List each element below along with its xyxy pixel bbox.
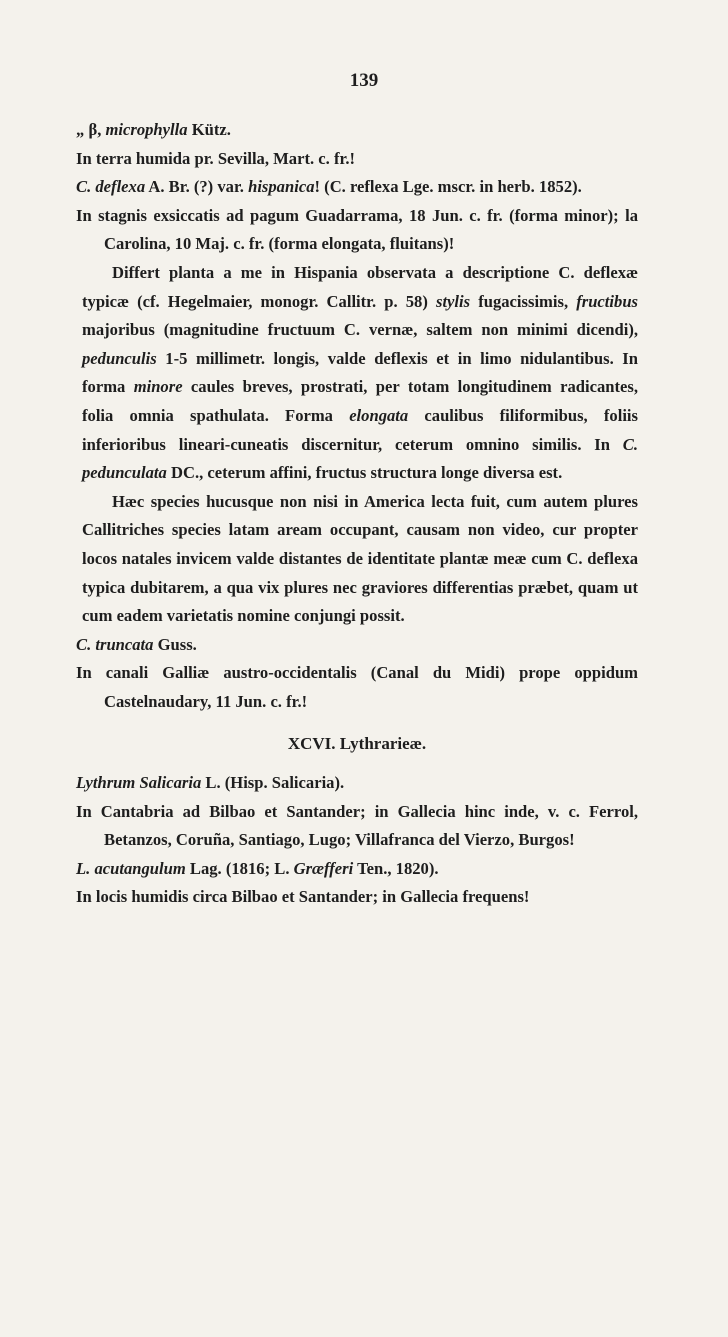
page-number: 139 [349,70,379,91]
locality-text [76,798,638,855]
text-run: ! (C. reflexa Lge. mscr. in herb. 1852). [314,177,582,197]
text-run: Lag. (1816; L. [185,858,294,878]
page-body [76,116,638,912]
text-run: 1-5 millimetr. longis, valde deflexis et in limo nidulantibus. In forma [82,348,638,397]
text-run: XCVI. Lythrarieæ. [287,734,427,754]
italic-text: pedunculis [82,348,157,368]
text-run: fugacissimis, [470,291,577,311]
text-run: In locis humidis circa Bilbao et Santander; in Gallecia frequens! [76,887,530,907]
text-run: In terra humida pr. Sevilla, Mart. c. fr.! [76,148,355,168]
italic-text: truncata [95,634,154,654]
italic-text: C. [76,634,96,654]
locality-text [76,659,638,716]
italic-text: hispanica [248,177,315,197]
italic-text: elongata [349,405,409,425]
italic-text: C. pedunculata [82,434,638,483]
locality-text [76,202,638,259]
italic-text: microphylla [105,120,188,139]
italic-text: C. [76,177,96,197]
locality-text [76,145,638,174]
discussion-paragraph [76,488,638,631]
italic-text: minore [133,377,183,397]
taxon-entry [76,631,638,660]
text-run: L. (Hisp. Salicaria). [201,773,345,793]
taxon-entry [76,173,638,202]
text-run: In canali Galliæ austro-occidentalis (Canal du Midi) prope oppidum Castelnaudary, 11 Jun. c. fr.! [76,663,638,711]
italic-text: Græfferi [293,858,354,878]
text-run: Differt planta a me in Hispania observata a descriptione C. deflexæ typicæ (cf. Hegelmaier, monogr. Callitr. p. 58) [82,262,638,311]
text-run: majoribus (magnitudine fructuum C. vernæ, saltem non minimi dicendi), [82,320,638,340]
text-run: caules breves, prostrati, per totam longitudinem radicantes, folia omnia spathulata. Forma [82,377,638,425]
taxon-entry [76,855,638,884]
text-run: In stagnis exsiccatis ad pagum Guadarrama, 18 Jun. c. fr. (forma minor); la Carolina, 10 Maj. c. fr. (forma elongata, fluitans)! [76,205,638,254]
text-run: caulibus filiformibus, foliis inferioribus lineari-cuneatis discernitur, ceterum omnino similis. In [82,405,639,454]
text-run: In Cantabria ad Bilbao et Santander; in Gallecia hinc inde, v. c. Ferrol, Betanzos, Coruña, Santiago, Lugo; Villafranca del Vierzo, Burgos! [76,801,638,850]
text-run: Kütz. [187,120,231,139]
italic-text: Lythrum Salicaria [76,773,202,793]
italic-text: deflexa [95,177,146,197]
locality-text [76,883,638,912]
taxon-entry [76,769,638,798]
text-run: DC., ceterum affini, fructus structura longe diversa est. [166,463,563,483]
text-run: A. Br. (?) var. [145,177,249,197]
italic-text: fructibus [576,291,638,311]
text-run: „ β, [76,120,106,139]
text-run: Ten., 1820). [353,858,439,878]
text-run: Guss. [153,634,197,654]
italic-text: acutangulum [94,858,186,878]
italic-text: L. [76,858,95,878]
family-heading [76,730,638,759]
italic-text: stylis [435,291,471,311]
text-run: Hæc species hucusque non nisi in America lecta fuit, cum autem plures Callitriches species latam aream occupant, causam non video, cur propter locos natales invicem valde distantes de identitate plantæ meæ cum C. deflexa typica dubitarem, a qua vix plures nec graviores differentias præbet, quam ut cum eadem varietatis nomine conjungi possit. [82,491,638,626]
discussion-paragraph [76,259,638,488]
taxon-entry [76,116,638,145]
